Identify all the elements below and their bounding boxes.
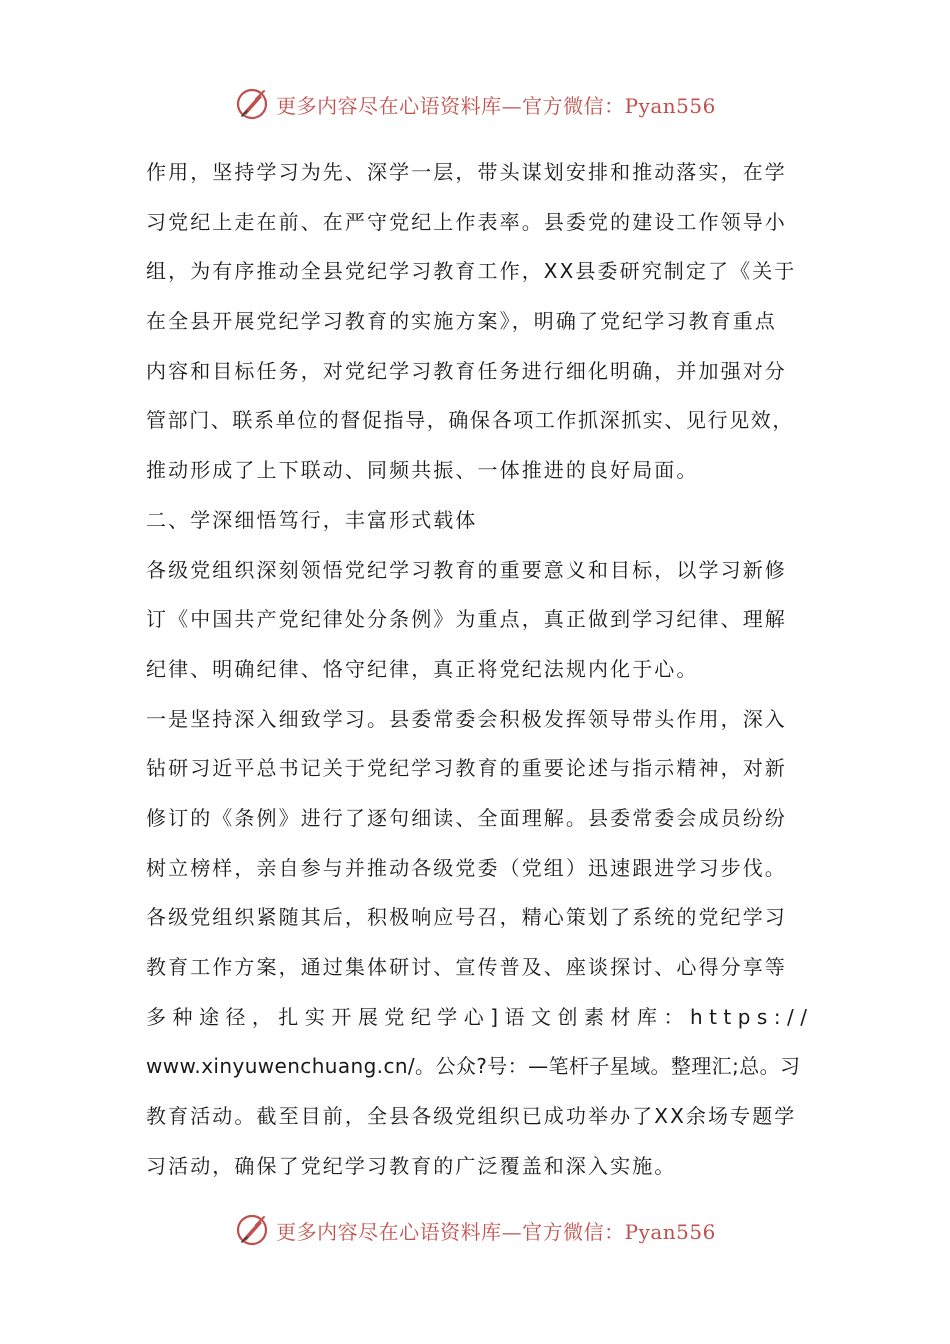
- body-line: 修订的《条例》进行了逐句细读、全面理解。县委常委会成员纷纷: [146, 805, 787, 830]
- body-line: 多种途径，扎实开展党纪学心]语文创素材库：https://: [146, 1004, 814, 1029]
- body-line: 习活动，确保了党纪学习教育的广泛覆盖和深入实施。: [146, 1153, 677, 1178]
- footer-banner: [0, 1210, 950, 1250]
- body-line: 一是坚持深入细致学习。县委常委会积极发挥领导带头作用，深入: [146, 706, 787, 731]
- header-banner-text: 更多内容尽在心语资料库—官方微信：Pyan556: [276, 93, 716, 118]
- header-banner: [0, 84, 950, 124]
- quill-logo-icon: [234, 1212, 270, 1248]
- body-line: 钻研习近平总书记关于党纪学习教育的重要论述与指示精神，对新: [146, 756, 787, 781]
- body-line: 树立榜样，亲自参与并推动各级党委（党组）迅速跟进学习步伐。: [146, 855, 787, 880]
- body-line: www.xinyuwenchuang.cn/。公众?号：—笔杆子星域。整理汇;总。习: [146, 1054, 801, 1079]
- body-line: 内容和目标任务，对党纪学习教育任务进行细化明确，并加强对分: [146, 358, 787, 383]
- body-line: 管部门、联系单位的督促指导，确保各项工作抓深抓实、见行见效，: [146, 408, 794, 433]
- quill-logo-icon: [234, 86, 270, 122]
- body-line: 订《中国共产党纪律处分条例》为重点，真正做到学习纪律、理解: [146, 607, 787, 632]
- body-line: 作用，坚持学习为先、深学一层，带头谋划安排和推动落实，在学: [146, 160, 787, 184]
- body-line: 各级党组织紧随其后，积极响应号召，精心策划了系统的党纪学习: [146, 905, 787, 930]
- body-line: 习党纪上走在前、在严守党纪上作表率。县委党的建设工作领导小: [146, 209, 787, 234]
- footer-banner-text: 更多内容尽在心语资料库—官方微信：Pyan556: [276, 1219, 716, 1244]
- body-line: 推动形成了上下联动、同频共振、一体推进的良好局面。: [146, 458, 699, 483]
- body-line: 教育工作方案，通过集体研讨、宣传普及、座谈探讨、心得分享等: [146, 955, 787, 979]
- body-line: 教育活动。截至目前，全县各级党组织已成功举办了XX余场专题学: [146, 1104, 797, 1129]
- body-line: 纪律、明确纪律、恪守纪律，真正将党纪法规内化于心。: [146, 656, 699, 681]
- body-line: 各级党组织深刻领悟党纪学习教育的重要意义和目标，以学习新修: [146, 557, 787, 582]
- body-line: 组，为有序推动全县党纪学习教育工作，XX县委研究制定了《关于: [146, 259, 797, 284]
- document-body: [146, 148, 814, 1191]
- body-line: 在全县开展党纪学习教育的实施方案》，明确了党纪学习教育重点: [146, 309, 777, 334]
- section-heading: 二、学深细悟笃行，丰富形式载体: [146, 507, 478, 532]
